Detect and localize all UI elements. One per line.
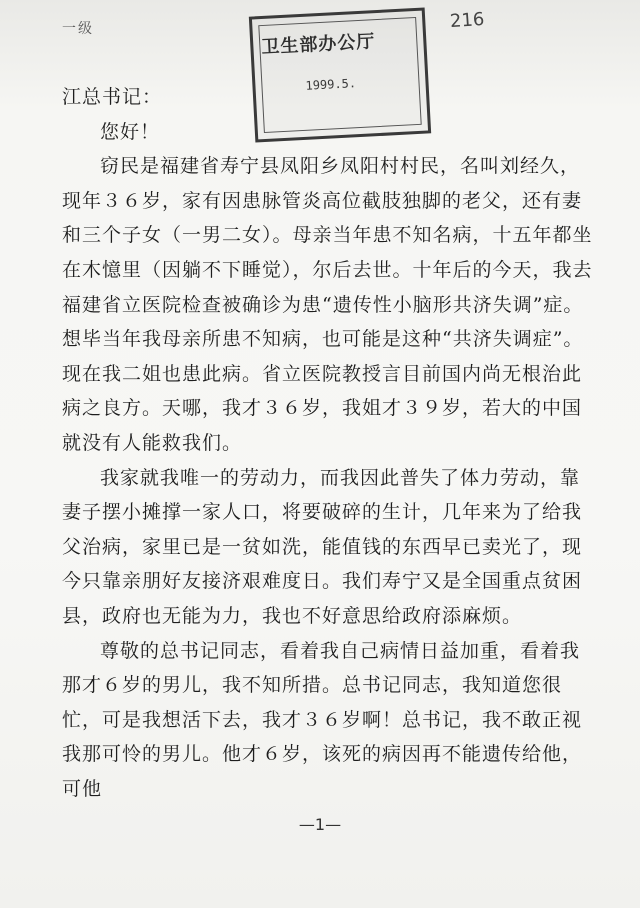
paragraph-3: 尊敬的总书记同志，看着我自己病情日益加重，看着我那才６岁的男儿，我不知所措。总书记同志，我知道您很忙，可是我想活下去，我才３６岁啊！总书记，我不敢正视我那可怜的男儿。他才６岁，该死的病因再不能遗传给他，可他 xyxy=(62,639,583,800)
handwritten-number: 216 xyxy=(449,8,486,33)
greeting: 您好！ xyxy=(100,120,161,143)
page-number: —1— xyxy=(298,815,342,834)
top-mark: 一级 xyxy=(62,21,94,37)
stamp-date: 1999.5. xyxy=(305,76,357,93)
paragraph-2: 我家就我唯一的劳动力，而我因此普失了体力劳动，靠妻子摆小摊撑一家人口，将要破碎的生计，几年来为了给我父治病，家里已是一贫如洗，能值钱的东西早已卖光了，现今只靠亲朋好友接济艰难度日。我们寿宁又是全国重点贫困县，政府也无能为力，我也不好意思给政府添麻烦。 xyxy=(62,466,583,627)
stamp-title: 卫生部办公厅 xyxy=(260,31,376,59)
paragraph-1: 窃民是福建省寿宁县凤阳乡凤阳村村民，名叫刘经久，现年３６岁，家有因患脉管炎高位截肢独脚的老父，还有妻和三个子女（一男二女）。母亲当年患不知名病，十五年都坐在木憶里（因躺不下睡觉），尔后去世。十年后的今天，我去福建省立医院检查被确诊为患“遗传性小脑形共济失调”症。想毕当年我母亲所患不知病，也可能是这种“共济失调症”。现在我二姐也患此病。省立医院教授言目前国内尚无根治此病之良方。天哪，我才３６岁，我姐才３９岁，若大的中国就没有人能救我们。 xyxy=(62,155,593,454)
salutation: 江总书记： xyxy=(62,86,163,108)
letter-body xyxy=(62,80,598,806)
